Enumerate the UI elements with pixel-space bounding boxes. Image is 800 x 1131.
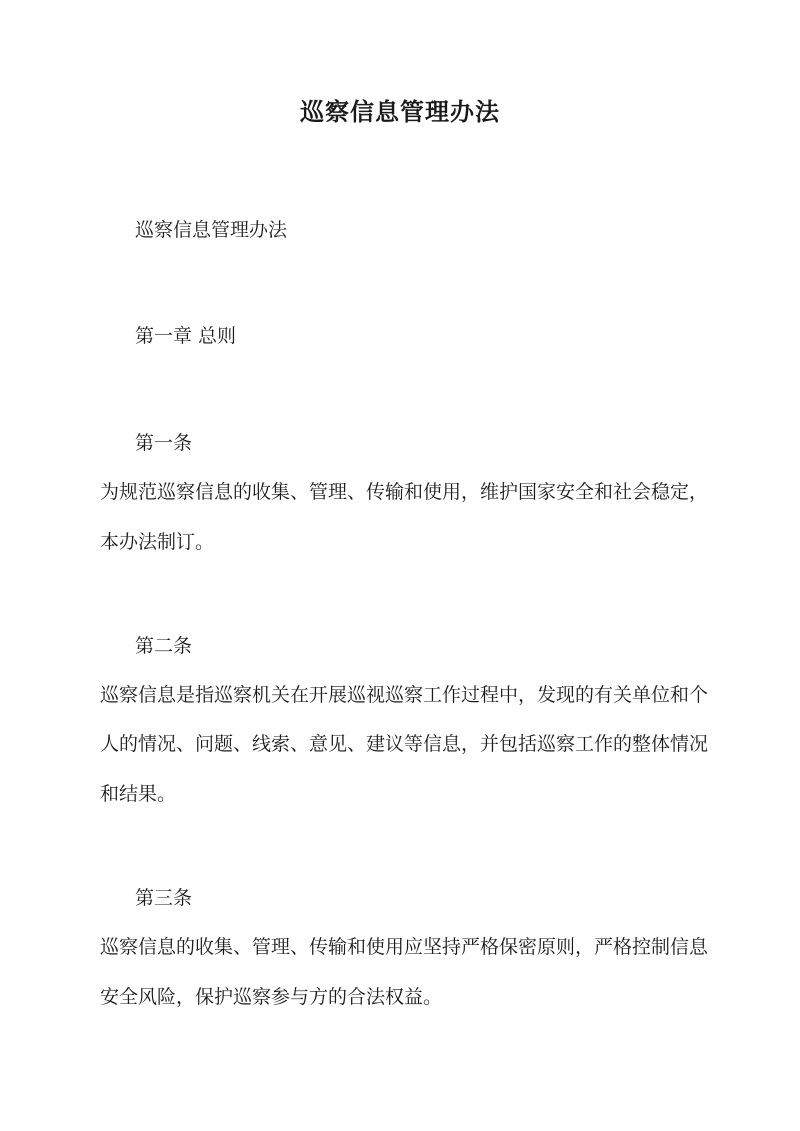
article-3-line-2: 安全风险，保护巡察参与方的合法权益。: [100, 986, 443, 1008]
article-1-line-1: 为规范巡察信息的收集、管理、传输和使用，维护国家安全和社会稳定，: [100, 481, 709, 503]
article-1-line-2: 本办法制订。: [100, 531, 215, 553]
article-2-line-1: 巡察信息是指巡察机关在开展巡视巡察工作过程中，发现的有关单位和个: [100, 684, 709, 706]
article-2-heading: 第二条: [135, 635, 193, 657]
article-1-heading: 第一条: [135, 432, 193, 454]
article-2-line-2: 人的情况、问题、线索、意见、建议等信息，并包括巡察工作的整体情况: [100, 733, 709, 755]
chapter-heading: 第一章 总则: [135, 325, 237, 347]
article-2-line-3: 和结果。: [100, 783, 177, 805]
document-subtitle: 巡察信息管理办法: [135, 219, 288, 241]
article-3-line-1: 巡察信息的收集、管理、传输和使用应坚持严格保密原则，严格控制信息: [100, 936, 709, 958]
article-3-heading: 第三条: [135, 887, 193, 909]
document-title: 巡察信息管理办法: [300, 97, 500, 126]
